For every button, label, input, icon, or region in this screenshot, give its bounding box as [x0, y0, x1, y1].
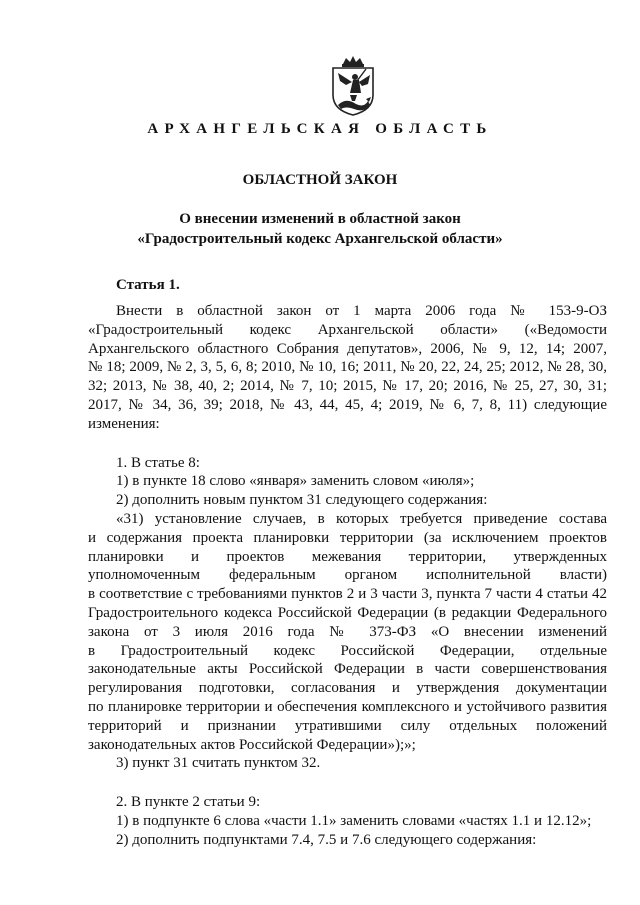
quote-line: в соответствие с требованиями пунктов 2 и 3 части 3, пункта 7 части 4 статьи 42 — [88, 586, 607, 603]
region-name: АРХАНГЕЛЬСКАЯ ОБЛАСТЬ — [147, 121, 493, 137]
quote-line: планировки и проектов межевания территории, утвержденных — [88, 548, 607, 565]
quote-line: «31) установление случаев, в которых требуется приведение состава — [116, 510, 607, 527]
item-heading: 1. В статье 8: — [116, 454, 200, 471]
law-type: ОБЛАСТНОЙ ЗАКОН — [242, 172, 398, 188]
quote-line: регулирования подготовки, согласования и утверждения документации — [88, 680, 607, 697]
body-line: изменения: — [88, 415, 160, 432]
body-line: Внести в областной закон от 1 марта 2006 года № 153-9-ОЗ — [116, 303, 607, 319]
body-line: «Градостроительный кодекс Архангельской области» («Ведомости — [88, 321, 607, 338]
coat-of-arms-icon — [326, 55, 380, 117]
quote-line: и содержания проекта планировки территории (за исключением проектов — [88, 529, 607, 546]
sub-item: 1) в подпункте 6 слова «части 1.1» заменить словами «частях 1.1 и 12.12»; — [116, 812, 592, 829]
quote-line: законодательных актов Российской Федерации»);»; — [88, 736, 416, 753]
sub-item: 3) пункт 31 считать пунктом 32. — [116, 755, 321, 772]
quote-line: законодательные акты Российской Федерации в части совершенствования — [88, 661, 607, 678]
quote-line: в Градостроительный кодекс Российской Федерации, отдельные — [88, 642, 607, 659]
sub-item: 1) в пункте 18 слово «января» заменить словом «июля»; — [116, 473, 475, 490]
item-heading: 2. В пункте 2 статьи 9: — [116, 794, 261, 811]
quote-line: по планировке территории и обеспечения комплексного и устойчивого развития — [88, 698, 607, 715]
body-line: 2017, № 34, 36, 39; 2018, № 43, 44, 45, 4; 2019, № 6, 7, 8, 11) следующие — [88, 396, 607, 413]
body-line: № 18; 2009, № 2, 3, 5, 6, 8; 2010, № 10, 16; 2011, № 20, 22, 24, 25; 2012, № 28, 30, — [88, 359, 607, 376]
quote-line: закона от 3 июля 2016 года № 373-ФЗ «О внесении изменений — [88, 623, 607, 640]
law-title — [0, 209, 640, 249]
quote-line: уполномоченным федеральным органом исполнительной власти) — [88, 567, 607, 584]
quote-line: территорий и признании утратившими силу отдельных положений — [88, 717, 607, 734]
law-title-line: «Градостроительный кодекс Архангельской области» — [137, 231, 503, 247]
article-body — [88, 302, 607, 850]
sub-item: 2) дополнить подпунктами 7.4, 7.5 и 7.6 следующего содержания: — [116, 831, 537, 848]
body-line: Архангельского областного Собрания депутатов», 2006, № 9, 12, 14; 2007, — [88, 340, 607, 357]
quote-line: Градостроительного кодекса Российской Федерации (в редакции Федерального — [88, 604, 607, 621]
sub-item: 2) дополнить новым пунктом 31 следующего содержания: — [116, 492, 488, 509]
article-heading: Статья 1. — [116, 277, 180, 293]
body-line: 32; 2013, № 38, 40, 2; 2014, № 7, 10; 2015, № 17, 20; 2016, № 25, 27, 30, 31; — [88, 378, 607, 395]
law-title-line: О внесении изменений в областной закон — [179, 211, 461, 227]
